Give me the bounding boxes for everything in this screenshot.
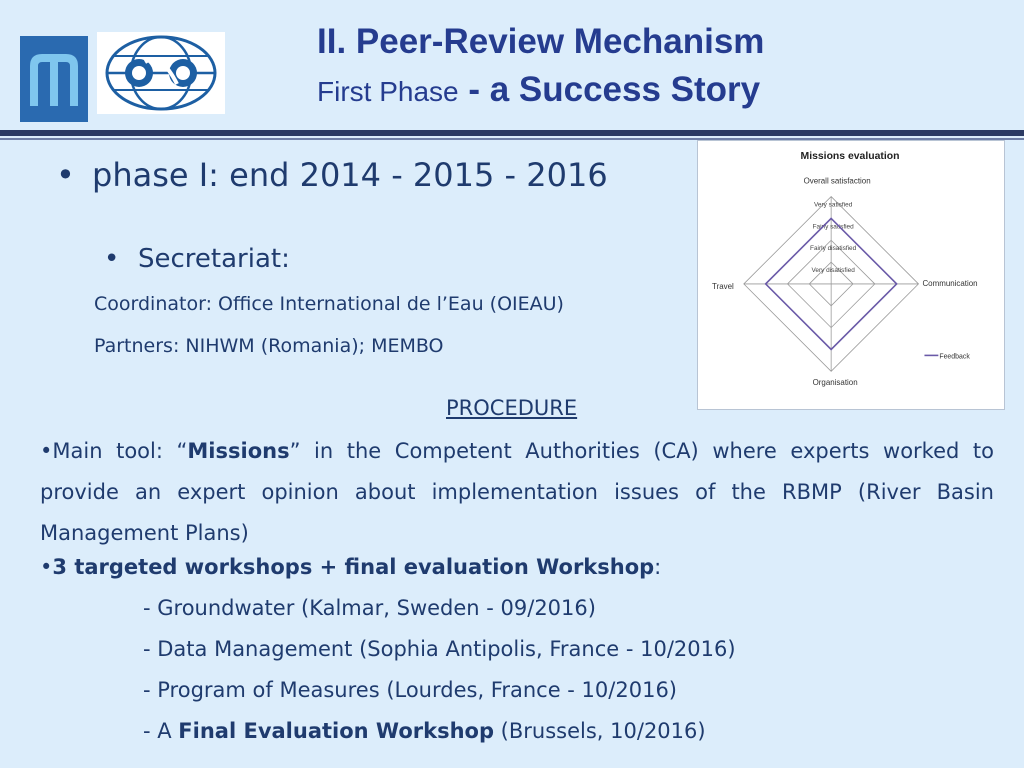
subtitle-bold: - a Success Story — [458, 70, 761, 109]
workshops-bullet: • — [40, 555, 53, 579]
globe-network-logo-icon — [97, 32, 225, 114]
workshops-heading — [40, 555, 661, 579]
missions-evaluation-chart — [697, 140, 1005, 410]
axis-label-right: Communication — [922, 278, 978, 288]
workshop-item: - Groundwater (Kalmar, Sweden - 09/2016) — [143, 596, 596, 620]
chart-title: Missions evaluation — [800, 150, 900, 162]
final-rest: (Brussels, 10/2016) — [494, 719, 706, 743]
slide-subtitle — [317, 70, 760, 110]
m-logo-icon — [20, 36, 88, 122]
slide-header — [0, 0, 1024, 136]
radar-chart-svg — [698, 141, 1004, 409]
main-tool-bold: Missions — [187, 439, 290, 463]
bullet-secretariat: • Secretariat: — [104, 244, 290, 274]
radar-level-label: Fairly satisfied — [812, 223, 854, 231]
radar-level-label: Very disatisfied — [811, 267, 855, 275]
main-tool-prefix: •Main tool: “ — [40, 439, 188, 463]
workshop-item: - Program of Measures (Lourdes, France - 10/2016) — [143, 678, 677, 702]
axis-label-top: Overall satisfaction — [803, 176, 871, 186]
subtitle-light: First Phase — [317, 76, 459, 107]
header-divider — [0, 130, 1024, 136]
main-tool-rest: ” in the Competent Authorities (CA) where experts worked to provide an expert opinion about implementation issues of the RBMP (River Basin Management Plans) — [40, 439, 995, 545]
radar-level-label: Fairly disatisfied — [810, 245, 857, 253]
workshop-item: - Data Management (Sophia Antipolis, France - 10/2016) — [143, 637, 736, 661]
workshops-bold: 3 targeted workshops + final evaluation Workshop — [52, 555, 655, 579]
final-prefix: - A — [143, 719, 179, 743]
procedure-heading: PROCEDURE — [446, 396, 578, 420]
bullet-phase: • phase I: end 2014 - 2015 - 2016 — [56, 156, 608, 194]
radar-level-label: Very satisfied — [813, 201, 853, 209]
bullet-phase-text: phase I: end 2014 - 2015 - 2016 — [92, 156, 608, 194]
bullet-secretariat-text: Secretariat: — [138, 244, 290, 274]
workshop-item-final — [143, 719, 706, 743]
legend-label: Feedback — [939, 353, 970, 361]
axis-label-left: Travel — [712, 281, 734, 291]
axis-label-bottom: Organisation — [812, 378, 858, 388]
workshops-colon: : — [654, 555, 662, 579]
main-tool-paragraph — [40, 431, 994, 554]
slide-title: II. Peer-Review Mechanism — [317, 22, 765, 61]
coordinator-line: Coordinator: Office International de l’Eau (OIEAU) — [94, 293, 564, 315]
final-bold: Final Evaluation Workshop — [178, 719, 494, 743]
partners-line: Partners: NIHWM (Romania); MEMBO — [94, 335, 444, 357]
